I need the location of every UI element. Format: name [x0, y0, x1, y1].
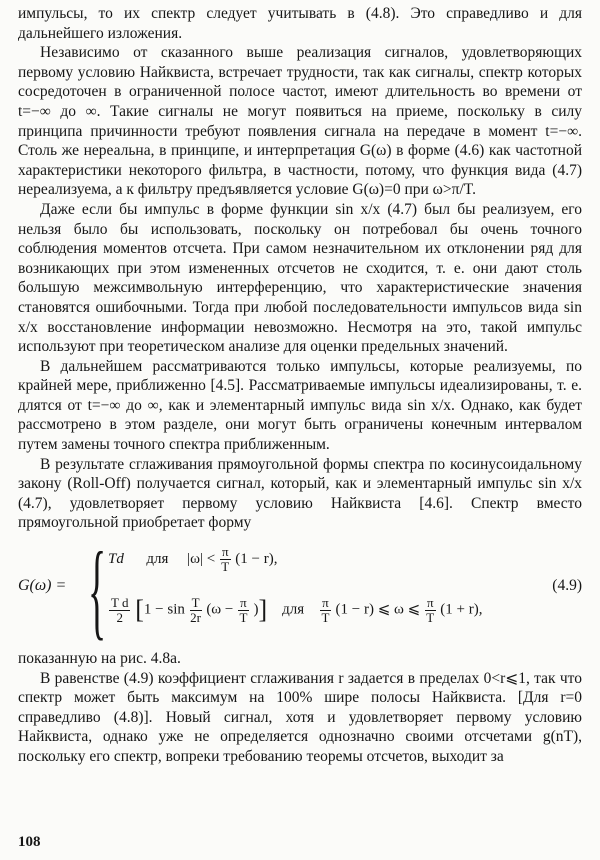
frac-num: π [240, 594, 247, 610]
eq-r2-paren-close: ) [253, 601, 259, 618]
eq-r2-frac2 [190, 596, 202, 625]
equation-number: (4.9) [552, 577, 582, 595]
equation-row-2 [108, 595, 483, 625]
eq-r2-frac4 [320, 596, 331, 625]
eq-r2-sin: 1 − sin [143, 601, 185, 618]
eq-r1-dlya: для [146, 550, 169, 567]
frac-num: T d [111, 594, 129, 610]
paragraph-5: В результате сглаживания прямоугольной формы спектра по косинусоидальному закону (Roll-Off) получается сигнал, который, как и элементарный импульс sin x/x (4.7), удовлетворяет первому условию Найквиста [4.6]. Спектр вместо прямоугольной приобретает форму [18, 455, 582, 532]
eq-r1-cond: |ω| < [187, 550, 216, 567]
right-bracket: ] [258, 595, 268, 625]
equation-row-1 [108, 545, 278, 574]
eq-r2-dlya: для [282, 601, 305, 618]
equation-lhs: G(ω) = [18, 577, 67, 595]
eq-r2-frac1 [109, 596, 130, 625]
left-brace: { [88, 531, 107, 651]
frac-den: T [321, 609, 330, 625]
paragraph-2: Независимо от сказанного выше реализация сигналов, удовлетворяющих первому условию Найквиста, встречает трудности, так как сигналы, спектр которых сосредоточен в ограниченной полосе частот, имеют длительность во времени от t=−∞ до ∞. Такие сигналы не могут появиться на приеме, поскольку в силу принципа причинности требуют появления сигнала на передаче в момент t=−∞. Столь же нереальна, в принципе, и интерпретация G(ω) в форме (4.6) как частотной характеристики некоторого фильтра, в частности, потому, что функция вида (4.7) нереализуема, а к фильтру предъявляется условие G(ω)=0 при ω>π/T. [18, 44, 582, 199]
page-body [18, 4, 582, 767]
page-number: 108 [18, 834, 41, 850]
eq-r2-frac3 [238, 596, 249, 625]
frac-num: T [191, 594, 200, 610]
frac-den: T [426, 609, 435, 625]
eq-r1-frac [220, 545, 231, 574]
eq-r2-frac5 [425, 596, 436, 625]
paragraph-3: Даже если бы импульс в форме функции sin x/x (4.7) был бы реализуем, его нельзя было бы использовать, поскольку он потребовал бы очень точного соблюдения моментов отсчета. При самом незначительном их отклонении ряд для возникающих при этом измененных отсчетов не сходится, т. е. они дают столь большую межсимвольную интерференцию, что характеристические значения становятся ошибочными. Тогда при любой последовательности импульсов вида sin x/x восстановление информации невозможно. Несмотря на это, такой импульс используют при теоретическом анализе для оценки предельных значений. [18, 200, 582, 356]
paragraph-6: В равенстве (4.9) коэффициент сглаживания r задается в пределах 0<r⩽1, так что спектр может быть максимум на 100% шире полосы Найквиста. [Для r=0 справедливо (4.8)]. Новый сигнал, хотя и удовлетворяет первому условию Найквиста, однако уже не определяется однозначно своими отсчетами g(nT), поскольку его спектр, вопреки требованию теоремы отсчетов, выходит за [18, 669, 582, 765]
frac-num: π [322, 594, 329, 610]
paragraph-1: импульсы, то их спектр следует учитывать в (4.8). Это справедливо и для дальнейшего изложения. [18, 5, 582, 42]
frac-den: T [221, 559, 230, 575]
frac-num: π [426, 594, 434, 610]
frac-den: 2 [116, 609, 123, 625]
frac-num: π [221, 544, 229, 560]
frac-den: 2r [190, 609, 201, 625]
frac-den: T [239, 609, 248, 625]
paragraph-4: В дальнейшем рассматриваются только импульсы, которые реализуемы, по крайней мере, приближенно [4.5]. Рассматриваемые импульсы идеализированы, т. е. длятся от t=−∞ до ∞, как и элементарный импульс вида sin x/x. Однако, как будет рассмотрено в этом разделе, они могут быть ограничены конечным интервалом путем замены точного спектра приближенным. [18, 357, 582, 454]
eq-r2-tail: (1 + r), [440, 601, 483, 618]
eq-r1-td: Td [108, 550, 124, 567]
left-bracket: [ [135, 595, 144, 625]
equation-4-9 [18, 531, 582, 651]
eq-r1-tail: (1 − r), [235, 550, 278, 567]
eq-r2-paren: (ω − [206, 601, 234, 618]
after-equation-text: показанную на рис. 4.8а. [18, 650, 181, 668]
eq-r2-range: (1 − r) ⩽ ω ⩽ [335, 601, 421, 618]
